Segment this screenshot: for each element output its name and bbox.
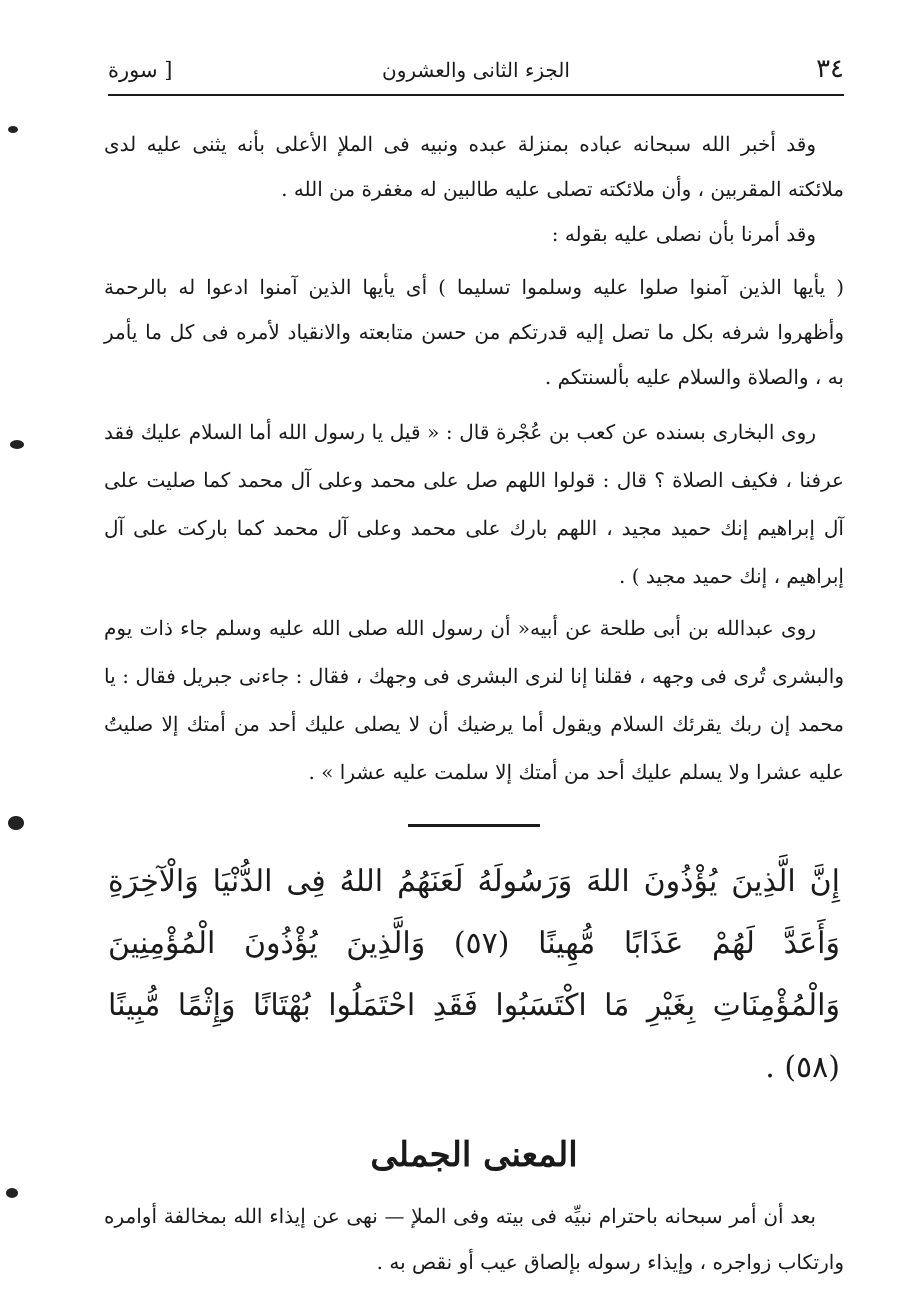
page-number: ٣٤ [816, 54, 844, 84]
scan-speck [8, 126, 18, 133]
scan-speck [8, 816, 24, 830]
running-title: الجزء الثانى والعشرون [382, 58, 570, 82]
quran-verse: إِنَّ الَّذِينَ يُؤْذُونَ اللهَ وَرَسُولَهُ لَعَنَهُمُ اللهُ فِى الدُّنْيَا وَالْآخِرَةِ وَأَعَدَّ لَهُمْ عَذَابًا مُّهِينًا (٥٧) وَالَّذِينَ يُؤْذُونَ الْمُؤْمِنِينَ وَالْمُؤْمِنَاتِ بِغَيْرِ مَا اكْتَسَبُوا فَقَدِ احْتَمَلُوا بُهْتَانًا وَإِثْمًا مُّبِينًا (٥٨) . [108, 864, 841, 1085]
paragraph-abu-talha-hadith: روى عبدالله بن أبى طلحة عن أبيه« أن رسول الله صلى الله عليه وسلم جاء ذات يوم والبشرى تُرى فى وجهه ، فقلنا إنا لنرى البشرى فى وجهك ، فقال : جاءنى جبريل فقال : يا محمد إن ربك يقرئك السلام ويقول أما يرضيك أن لا يصلى عليك أحد من أمتك إلا صليتُ عليه عشرا ولا يسلم عليك أحد من أمتك إلا سلمت عليه عشرا » . [104, 616, 844, 784]
section-separator [408, 824, 540, 827]
paragraph-bukhari-hadith: روى البخارى بسنده عن كعب بن عُجْرة قال : « قيل يا رسول الله أما السلام عليك فقد عرفنا ، فكيف الصلاة ؟ قال : قولوا اللهم صل على محمد وعلى آل محمد كما صليت على آل إبراهيم إنك حميد مجيد ، اللهم بارك على محمد وعلى آل محمد كما باركت على آل إبراهيم ، إنك حميد مجيد ) . [104, 420, 844, 588]
page-body [104, 122, 844, 1285]
paragraph-command-intro: وقد أمرنا بأن نصلى عليه بقوله : [551, 222, 816, 246]
section-heading: المعنى الجملى [370, 1135, 578, 1175]
paragraph-angels-praise: وقد أخبر الله سبحانه عباده بمنزلة عبده ونبيه فى الملإ الأعلى بأنه يثنى عليه لدى ملائكته المقربين ، وأن ملائكته تصلى عليه طالبين له مغفرة من الله . [104, 132, 844, 201]
scan-speck [10, 440, 24, 449]
running-header [108, 50, 844, 96]
header-rule [108, 94, 844, 96]
surah-label: [ سورة [108, 58, 173, 82]
paragraph-verse-explanation: ( يأيها الذين آمنوا صلوا عليه وسلموا تسليما ) أى يأيها الذين آمنوا ادعوا له بالرحمة وأظهروا شرفه بكل ما تصل إليه قدرتكم من حسن متابعته والانقياد لأمره فى كل ما يأمر به ، والصلاة والسلام عليه بألسنتكم . [104, 275, 844, 389]
scan-speck [6, 1188, 18, 1198]
paragraph-summary: بعد أن أمر سبحانه باحترام نبيِّه فى بيته وفى الملإ — نهى عن إيذاء الله بمخالفة أوامره وارتكاب زواجره ، وإيذاء رسوله بإلصاق عيب أو نقص به . [104, 1204, 844, 1274]
